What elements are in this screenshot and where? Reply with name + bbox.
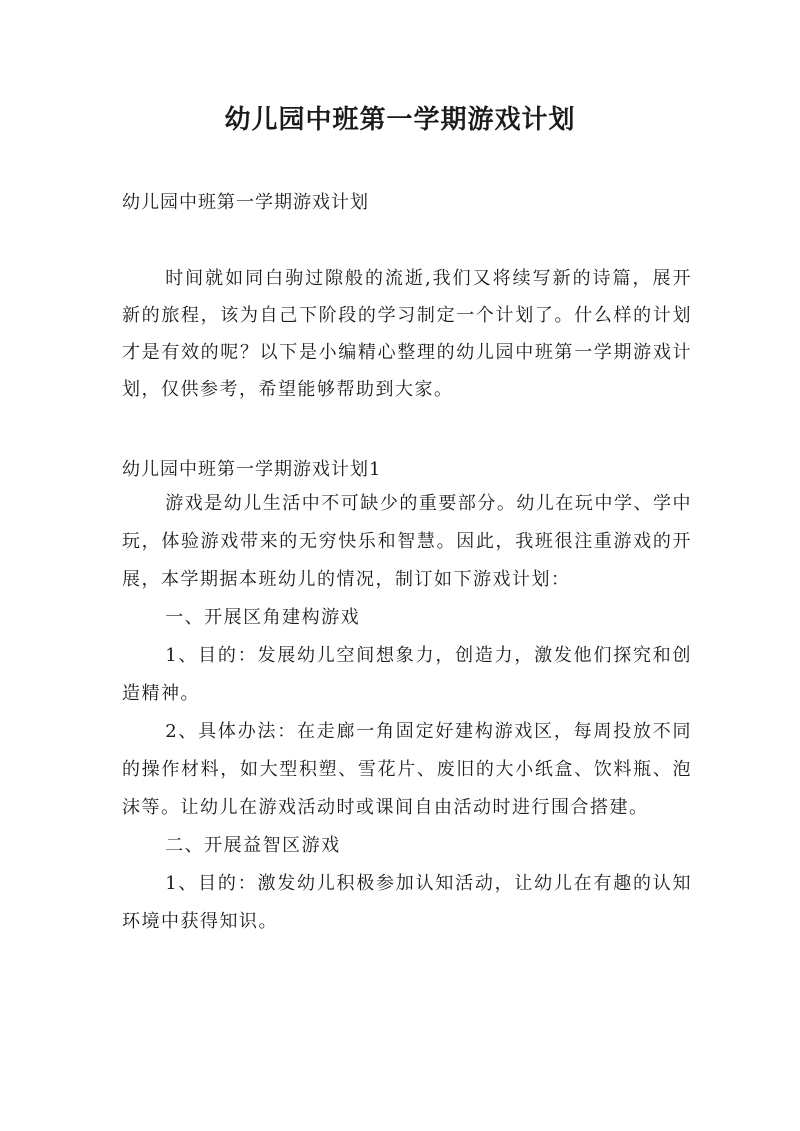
heading-building-games: 一、开展区角建构游戏 (165, 607, 361, 628)
heading-puzzle-games: 二、开展益智区游戏 (165, 835, 341, 856)
body-paragraph: 游戏是幼儿生活中不可缺少的重要部分。幼儿在玩中学、学中玩，体验游戏带来的无穷快乐和智慧。因此，我班很注重游戏的开展，本学期据本班幼儿的情况，制订如下游戏计划： (122, 493, 692, 590)
section-body (122, 485, 692, 941)
body-paragraph: 1、目的：激发幼儿积极参加认知活动，让幼儿在有趣的认知环境中获得知识。 (122, 873, 692, 932)
document-title: 幼儿园中班第一学期游戏计划 (224, 105, 576, 135)
body-paragraph: 2、具体办法：在走廊一角固定好建构游戏区，每周投放不同的操作材料，如大型积塑、雪花片、废旧的大小纸盒、饮料瓶、泡沫等。让幼儿在游戏活动时或课间自由活动时进行围合搭建。 (122, 721, 692, 818)
document-subtitle: 幼儿园中班第一学期游戏计划 (122, 192, 369, 213)
body-paragraph: 1、目的：发展幼儿空间想象力，创造力，激发他们探究和创造精神。 (122, 645, 692, 704)
section-title: 幼儿园中班第一学期游戏计划1 (122, 459, 382, 480)
intro-paragraph: 时间就如同白驹过隙般的流逝,我们又将续写新的诗篇，展开新的旅程，该为自己下阶段的学习制定一个计划了。什么样的计划才是有效的呢？以下是小编精心整理的幼儿园中班第一学期游戏计划，仅供参考，希望能够帮助到大家。 (122, 268, 692, 400)
